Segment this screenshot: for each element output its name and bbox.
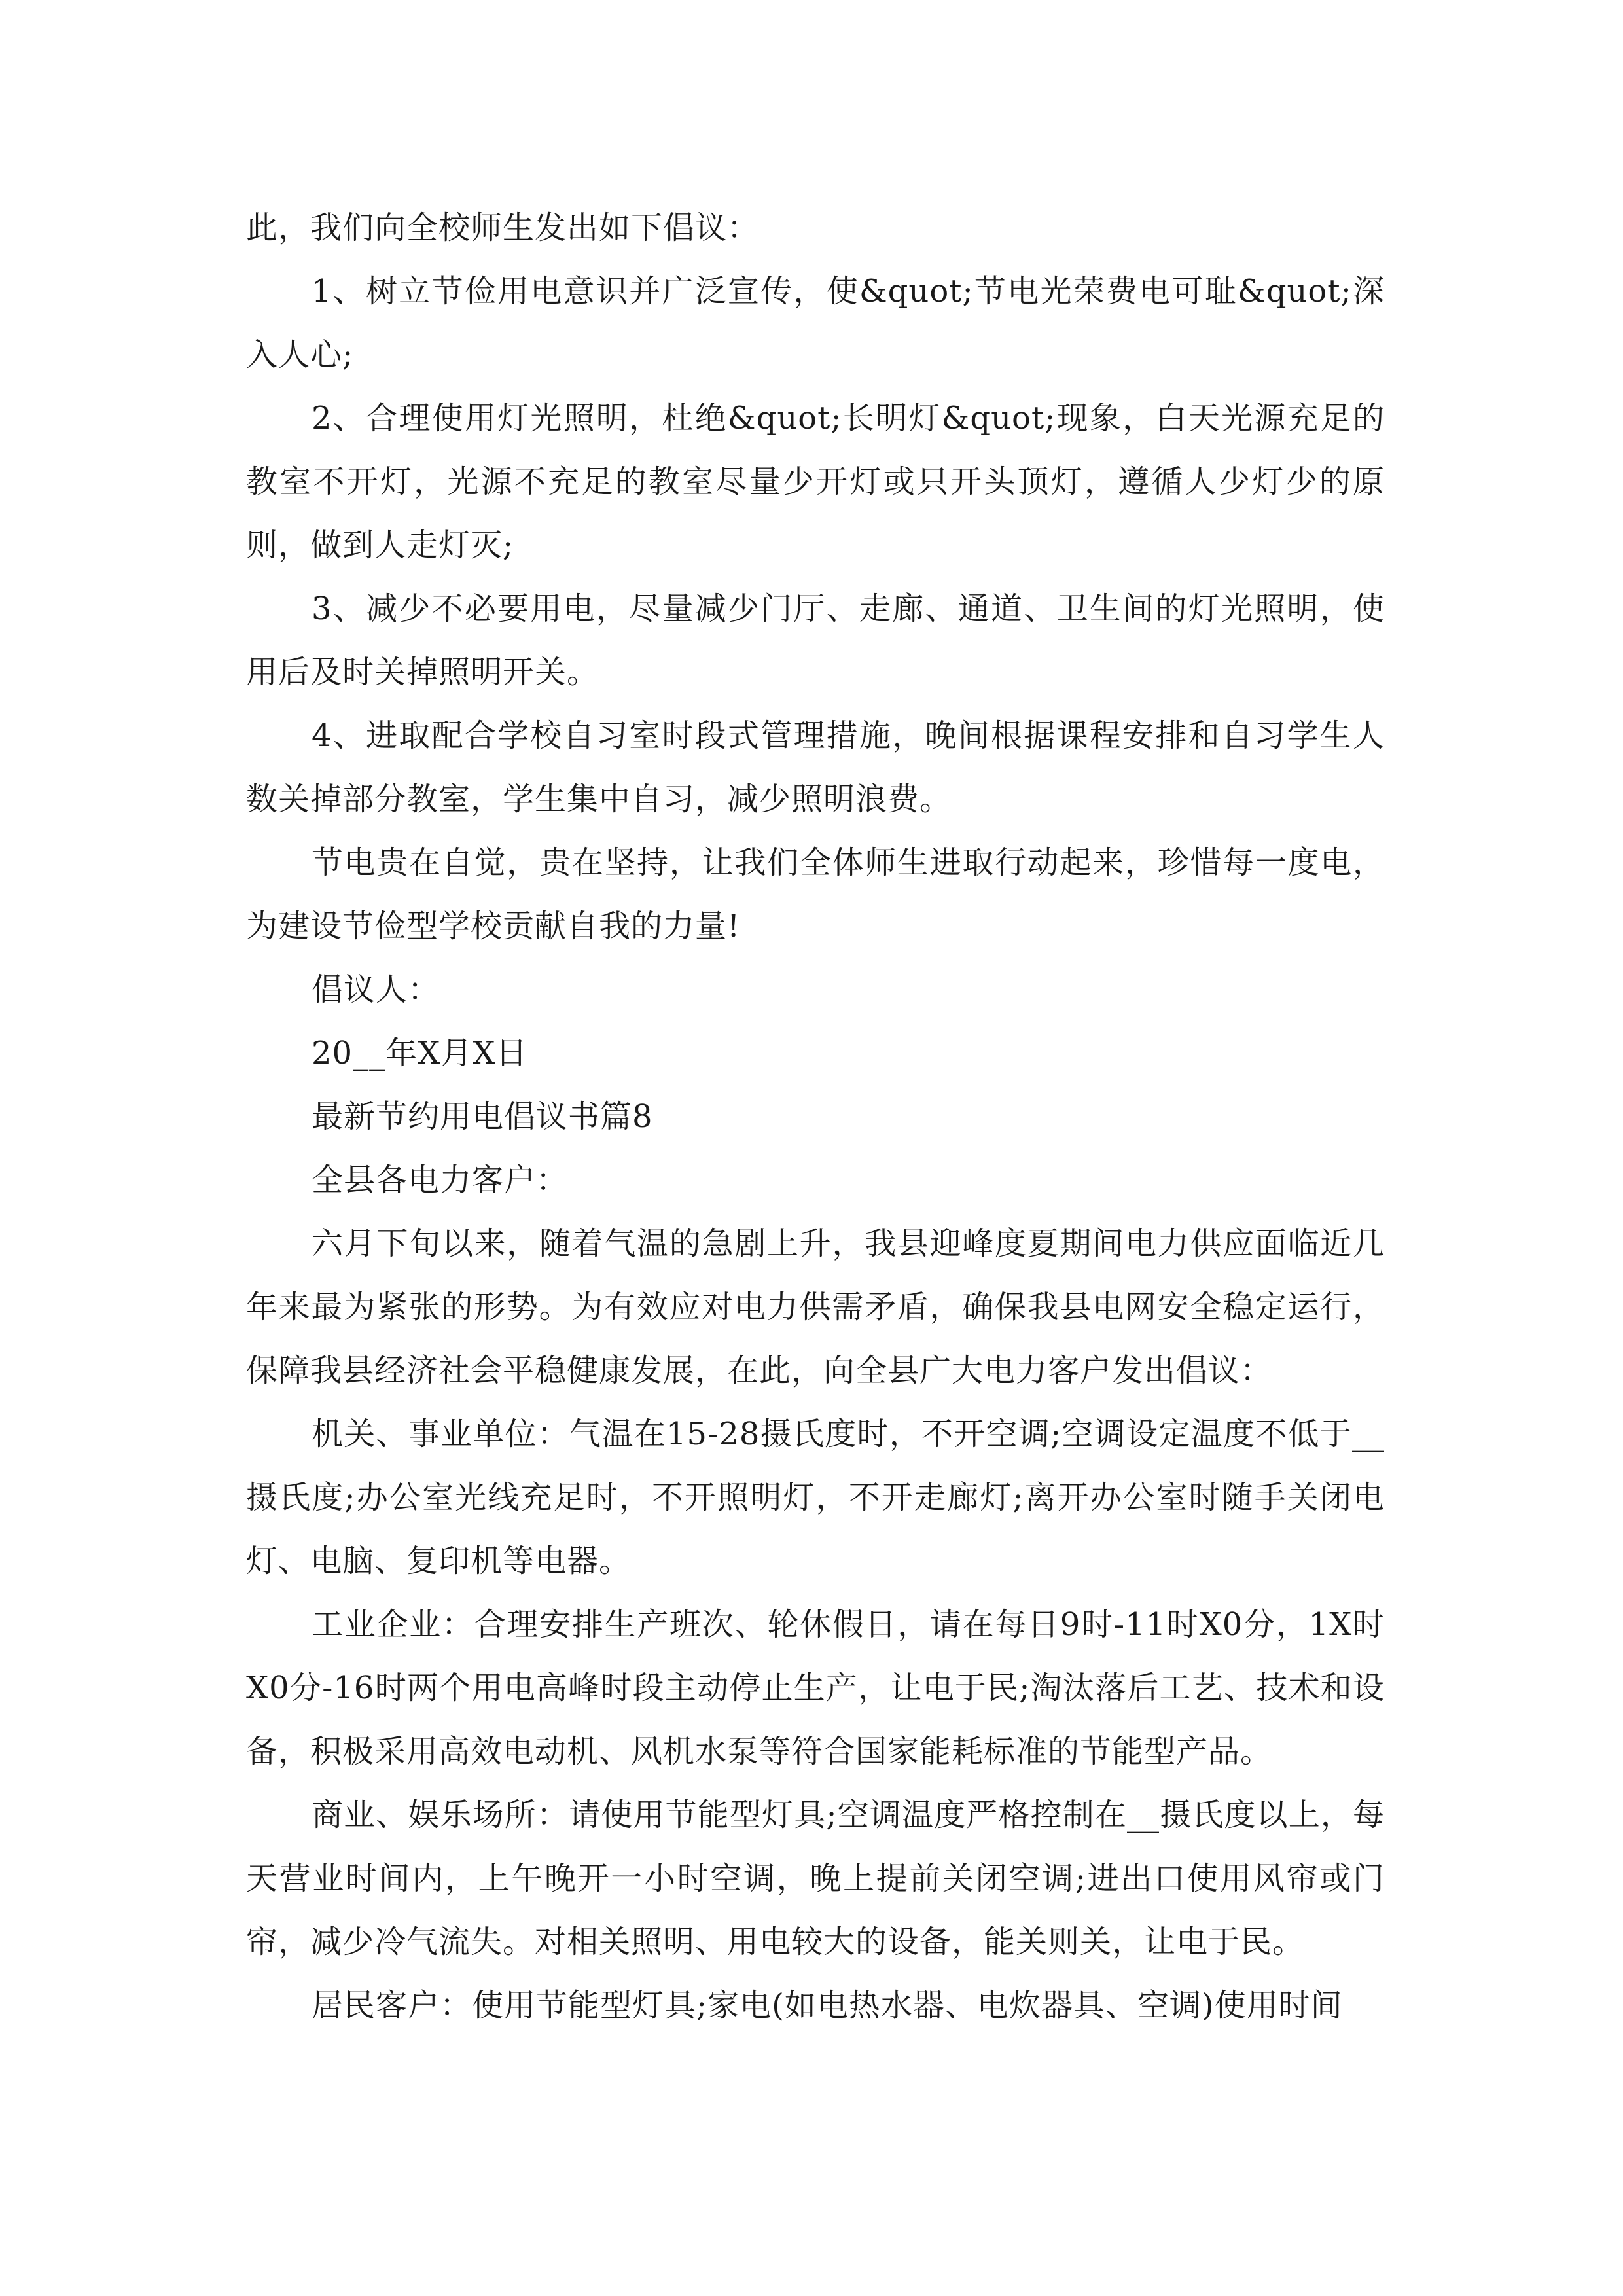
paragraph-intro: 此，我们向全校师生发出如下倡议： xyxy=(246,209,760,246)
paragraph-item-4: 4、进取配合学校自习室时段式管理措施，晚间根据课程安排和自习学生人数关掉部分教室，学生集中自习，减少照明浪费。 xyxy=(246,717,1385,817)
paragraph-closing: 节电贵在自觉，贵在坚持，让我们全体师生进取行动起来，珍惜每一度电，为建设节俭型学校贡献自我的力量! xyxy=(246,844,1385,944)
signature-label: 倡议人： xyxy=(312,971,440,1008)
paragraph-government: 机关、事业单位：气温在15-28摄氏度时，不开空调;空调设定温度不低于__摄氏度;办公室光线充足时，不开照明灯，不开走廊灯;离开办公室时随手关闭电灯、电脑、复印机等电器。 xyxy=(246,1416,1385,1579)
paragraph-industry: 工业企业：合理安排生产班次、轮休假日，请在每日9时-11时X0分，1X时X0分-16时两个用电高峰时段主动停止生产，让电于民;淘汰落后工艺、技术和设备，积极采用高效电动机、风机水泵等符合国家能耗标准的节能型产品。 xyxy=(246,1606,1385,1770)
signature-date: 20__年X月X日 xyxy=(312,1035,528,1071)
salutation: 全县各电力客户： xyxy=(312,1162,569,1198)
paragraph-item-2: 2、合理使用灯光照明，杜绝&quot;长明灯&quot;现象，白天光源充足的教室不开灯，光源不充足的教室尽量少开灯或只开头顶灯，遵循人少灯少的原则，做到人走灯灭; xyxy=(246,400,1385,564)
paragraph-background: 六月下旬以来，随着气温的急剧上升，我县迎峰度夏期间电力供应面临近几年来最为紧张的形势。为有效应对电力供需矛盾，确保我县电网安全稳定运行，保障我县经济社会平稳健康发展，在此，向全县广大电力客户发出倡议： xyxy=(246,1225,1385,1389)
paragraph-item-1: 1、树立节俭用电意识并广泛宣传，使&quot;节电光荣费电可耻&quot;深入人心; xyxy=(246,273,1385,373)
document-body xyxy=(246,196,1385,2037)
section-heading: 最新节约用电倡议书篇8 xyxy=(312,1098,653,1135)
paragraph-commercial: 商业、娱乐场所：请使用节能型灯具;空调温度严格控制在__摄氏度以上，每天营业时间内，上午晚开一小时空调，晚上提前关闭空调;进出口使用风帘或门帘，减少冷气流失。对相关照明、用电较大的设备，能关则关，让电于民。 xyxy=(246,1797,1385,1960)
paragraph-item-3: 3、减少不必要用电，尽量减少门厅、走廊、通道、卫生间的灯光照明，使用后及时关掉照明开关。 xyxy=(246,590,1385,691)
paragraph-residential: 居民客户：使用节能型灯具;家电(如电热水器、电炊器具、空调)使用时间 xyxy=(312,1987,1343,2024)
